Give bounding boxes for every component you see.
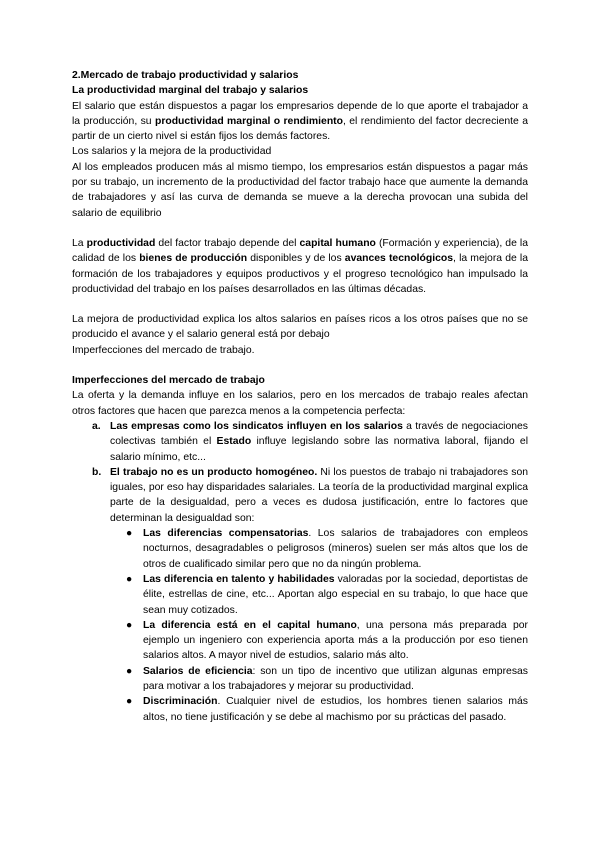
text-run: El salario que están dispuestos a pagar los empresarios depende de lo que aporte el trabajador a la producción, su [72, 100, 528, 127]
bullet-icon: ● [126, 528, 133, 540]
bold-run: capital humano [299, 237, 376, 249]
list-item [110, 664, 528, 695]
text-run: a través de negociaciones colectivas también el [110, 420, 528, 448]
bold-run: productividad marginal o rendimiento [154, 115, 343, 127]
section-subtitle: La productividad marginal del trabajo y salarios [72, 85, 309, 97]
lettered-list [72, 419, 528, 725]
paragraph-imperfections-ref: Imperfecciones del mercado de trabajo. [72, 344, 255, 356]
list-item [110, 694, 528, 725]
text-run: influye legislando sobre las normativa laboral, fijando el salario mínimo, etc... [110, 436, 529, 463]
bold-run: avances tecnológicos [344, 253, 454, 265]
text-run: La [72, 237, 87, 249]
bullet-list [110, 526, 528, 725]
bold-run: bienes de producción [139, 253, 248, 265]
paragraph-marginal-productivity [72, 99, 528, 145]
paragraph-productivity-increase: Al los empleados producen más al mismo tiempo, los empresarios están dispuestos a pagar más por su trabajo, un incremento de la productividad del factor trabajo hace que aumente la demanda de trabajadores y así las curva de demanda se mueve a la derecha provocan una subida del salario de equilibrio [72, 161, 528, 219]
list-marker: a. [92, 420, 101, 432]
section-title-imperfections: Imperfecciones del mercado de trabajo [72, 375, 265, 387]
bold-run: Salarios de eficiencia [143, 665, 253, 677]
text-run: , el rendimiento del factor decreciente a partir de un cierto nivel si están fijos los demás factores. [72, 115, 528, 143]
bullet-icon: ● [126, 573, 133, 585]
bold-run: Las diferencias compensatorias [143, 528, 309, 540]
bold-run: productividad [86, 237, 156, 249]
text-run: : son un tipo de incentivo que utilizan algunas empresas para motivar a los trabajadores y mejorar su productividad. [143, 665, 528, 692]
bold-run: El trabajo no es un producto homogéneo. [110, 466, 318, 478]
list-item [110, 526, 528, 572]
spacer [72, 297, 528, 312]
bold-run: La diferencia está en el capital humano [143, 619, 357, 631]
text-run: disponibles y de los [247, 253, 345, 265]
text-run: . Cualquier nivel de estudios, los hombres tienen salarios más altos, no tiene justificación y se debe al machismo por su prácticas del pasado. [143, 696, 528, 723]
text-run: valoradas por la sociedad, deportistas de élite, estrellas de cine, etc... Aportan algo especial en su trabajo, lo que hace que sean muy cotizados. [143, 573, 529, 616]
text-run: del factor trabajo depende del [155, 237, 300, 249]
text-run: . Los salarios de trabajadores con empleos nocturnos, desagradables o peligrosos (mineros) suelen ser más altos que los de otros de cualificado similar pero que no da ningún problema. [143, 528, 528, 570]
section-title: 2.Mercado de trabajo productividad y salarios [72, 70, 299, 81]
bullet-icon: ● [126, 619, 133, 631]
spacer [72, 358, 528, 373]
text-run: (Formación y experiencia), de la calidad de los [72, 237, 528, 265]
document-page [72, 68, 528, 725]
text-run: , una persona más preparada por ejemplo un ingeniero con experiencia aporta más a la producción por eso tienen salarios altos. A mayor nivel de estudios, salario más alto. [143, 619, 528, 662]
list-item [110, 572, 528, 618]
list-item [110, 618, 528, 664]
paragraph-productivity-factors [72, 236, 528, 297]
spacer [72, 221, 528, 236]
text-run: Ni los puestos de trabajo ni trabajadores son iguales, por eso hay disparidades salariales. La teoría de la productividad marginal explica parte de la desigualdad, pero a veces es dudosa justificación, entre lo factores que determinan la desigualdad son: [110, 466, 528, 524]
list-item-b [72, 465, 528, 725]
bold-run: Las diferencia en talento y habilidades [143, 573, 335, 585]
bold-run: Discriminación [143, 696, 218, 708]
bold-run: Las empresas como los sindicatos influyen en los salarios [110, 420, 403, 432]
bullet-icon: ● [126, 665, 133, 677]
list-item-a [72, 419, 528, 465]
paragraph-salaries-heading: Los salarios y la mejora de la productividad [72, 146, 272, 158]
list-marker: b. [92, 466, 102, 478]
paragraph-rich-countries: La mejora de productividad explica los altos salarios en países ricos a los otros países que no se producido el avance y el salario general está por debajo [72, 314, 528, 341]
paragraph-imperfections-intro: La oferta y la demanda influye en los salarios, pero en los mercados de trabajo reales afectan otros factores que hacen que parezca menos a la competencia perfecta: [72, 390, 528, 417]
bullet-icon: ● [126, 696, 133, 708]
text-run: , la mejora de la formación de los trabajadores y equipos productivos y el progreso tecnológico han impulsado la productividad del trabajo en los países desarrollados en las últimas décadas. [72, 253, 528, 295]
bold-run: Estado [216, 436, 252, 448]
